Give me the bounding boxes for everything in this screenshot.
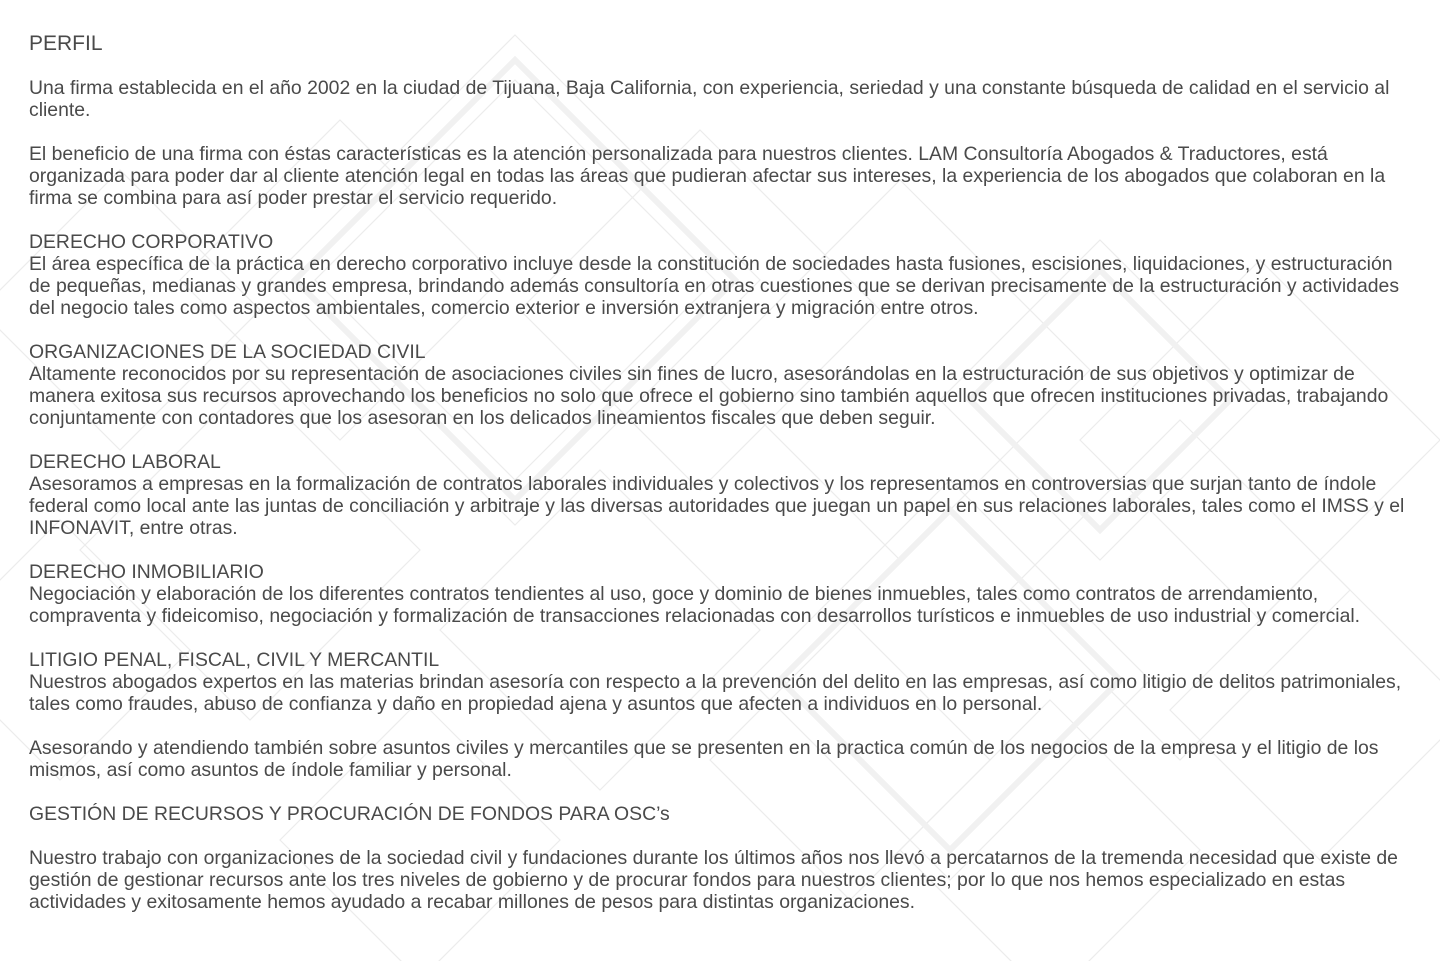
section-text: Altamente reconocidos por su representación de asociaciones civiles sin fines de lucro, asesorándolas en la estructuración de sus objetivos y optimizar de manera exitosa sus recursos aprovechando los beneficios no solo que ofrece el gobierno sino también aquellos que ofrecen instituciones privadas, trabajando conjuntamente con contadores que los asesoran en los delicados lineamientos fiscales que deben seguir. — [29, 363, 1389, 429]
section-text: Nuestros abogados expertos en las materias brindan asesoría con respecto a la prevención del delito en las empresas, así como litigio de delitos patrimoniales, tales como fraudes, abuso de confianza y daño en propiedad ajena y asuntos que afecten a individuos en lo personal. — [29, 671, 1402, 715]
section-heading: DERECHO CORPORATIVO — [29, 231, 274, 253]
section-text: Asesoramos a empresas en la formalización de contratos laborales individuales y colectivos y los representamos en controversias que surjan tanto de índole federal como local ante las juntas de conciliación y arbitraje y las diversas autoridades que juegan un papel en sus relaciones laborales, tales como el IMSS y el INFONAVIT, entre otras. — [29, 473, 1405, 539]
section-gestion-recursos — [29, 803, 1414, 913]
intro-paragraph: Una firma establecida en el año 2002 en la ciudad de Tijuana, Baja California, con experiencia, seriedad y una constante búsqueda de calidad en el servicio al cliente. — [29, 77, 1390, 121]
section-litigio — [29, 649, 1414, 715]
section-extra-text: Asesorando y atendiendo también sobre asuntos civiles y mercantiles que se presenten en la practica común de los negocios de la empresa y el litigio de los mismos, así como asuntos de índole familiar y personal. — [29, 737, 1379, 781]
section-text: Nuestro trabajo con organizaciones de la sociedad civil y fundaciones durante los últimos años nos llevó a percatarnos de la tremenda necesidad que existe de gestión de gestionar recursos ante los tres niveles de gobierno y de procurar fondos para nuestros clientes; por lo que nos hemos especializado en estas actividades y exitosamente hemos ayudado a recabar millones de pesos para distintas organizaciones. — [29, 847, 1398, 913]
section-text: El área específica de la práctica en derecho corporativo incluye desde la constitución de sociedades hasta fusiones, escisiones, liquidaciones, y estructuración de pequeñas, medianas y grandes empresa, brindando además consultoría en otras cuestiones que se derivan precisamente de la estructuración y actividades del negocio tales como aspectos ambientales, comercio exterior e inversión extranjera y migración entre otros. — [29, 253, 1400, 319]
section-heading: GESTIÓN DE RECURSOS Y PROCURACIÓN DE FONDOS PARA OSC’s — [29, 803, 670, 825]
section-heading: DERECHO LABORAL — [29, 451, 221, 473]
section-sociedad-civil — [29, 341, 1414, 429]
section-heading: ORGANIZACIONES DE LA SOCIEDAD CIVIL — [29, 341, 426, 363]
section-heading: DERECHO INMOBILIARIO — [29, 561, 264, 583]
section-laboral — [29, 451, 1414, 539]
section-corporativo — [29, 231, 1414, 319]
section-inmobiliario — [29, 561, 1414, 627]
section-heading: LITIGIO PENAL, FISCAL, CIVIL Y MERCANTIL — [29, 649, 440, 671]
page-title: PERFIL — [29, 32, 103, 55]
intro-paragraph: El beneficio de una firma con éstas características es la atención personalizada para nuestros clientes. LAM Consultoría Abogados & Traductores, está organizada para poder dar al cliente atención legal en todas las áreas que pudieran afectar sus intereses, la experiencia de los abogados que colaboran en la firma se combina para así poder prestar el servicio requerido. — [29, 143, 1386, 209]
section-text: Negociación y elaboración de los diferentes contratos tendientes al uso, goce y dominio de bienes inmuebles, tales como contratos de arrendamiento, compraventa y fideicomiso, negociación y formalización de transacciones relacionadas con desarrollos turísticos e inmuebles de uso industrial y comercial. — [29, 583, 1361, 627]
profile-document — [29, 30, 1414, 913]
